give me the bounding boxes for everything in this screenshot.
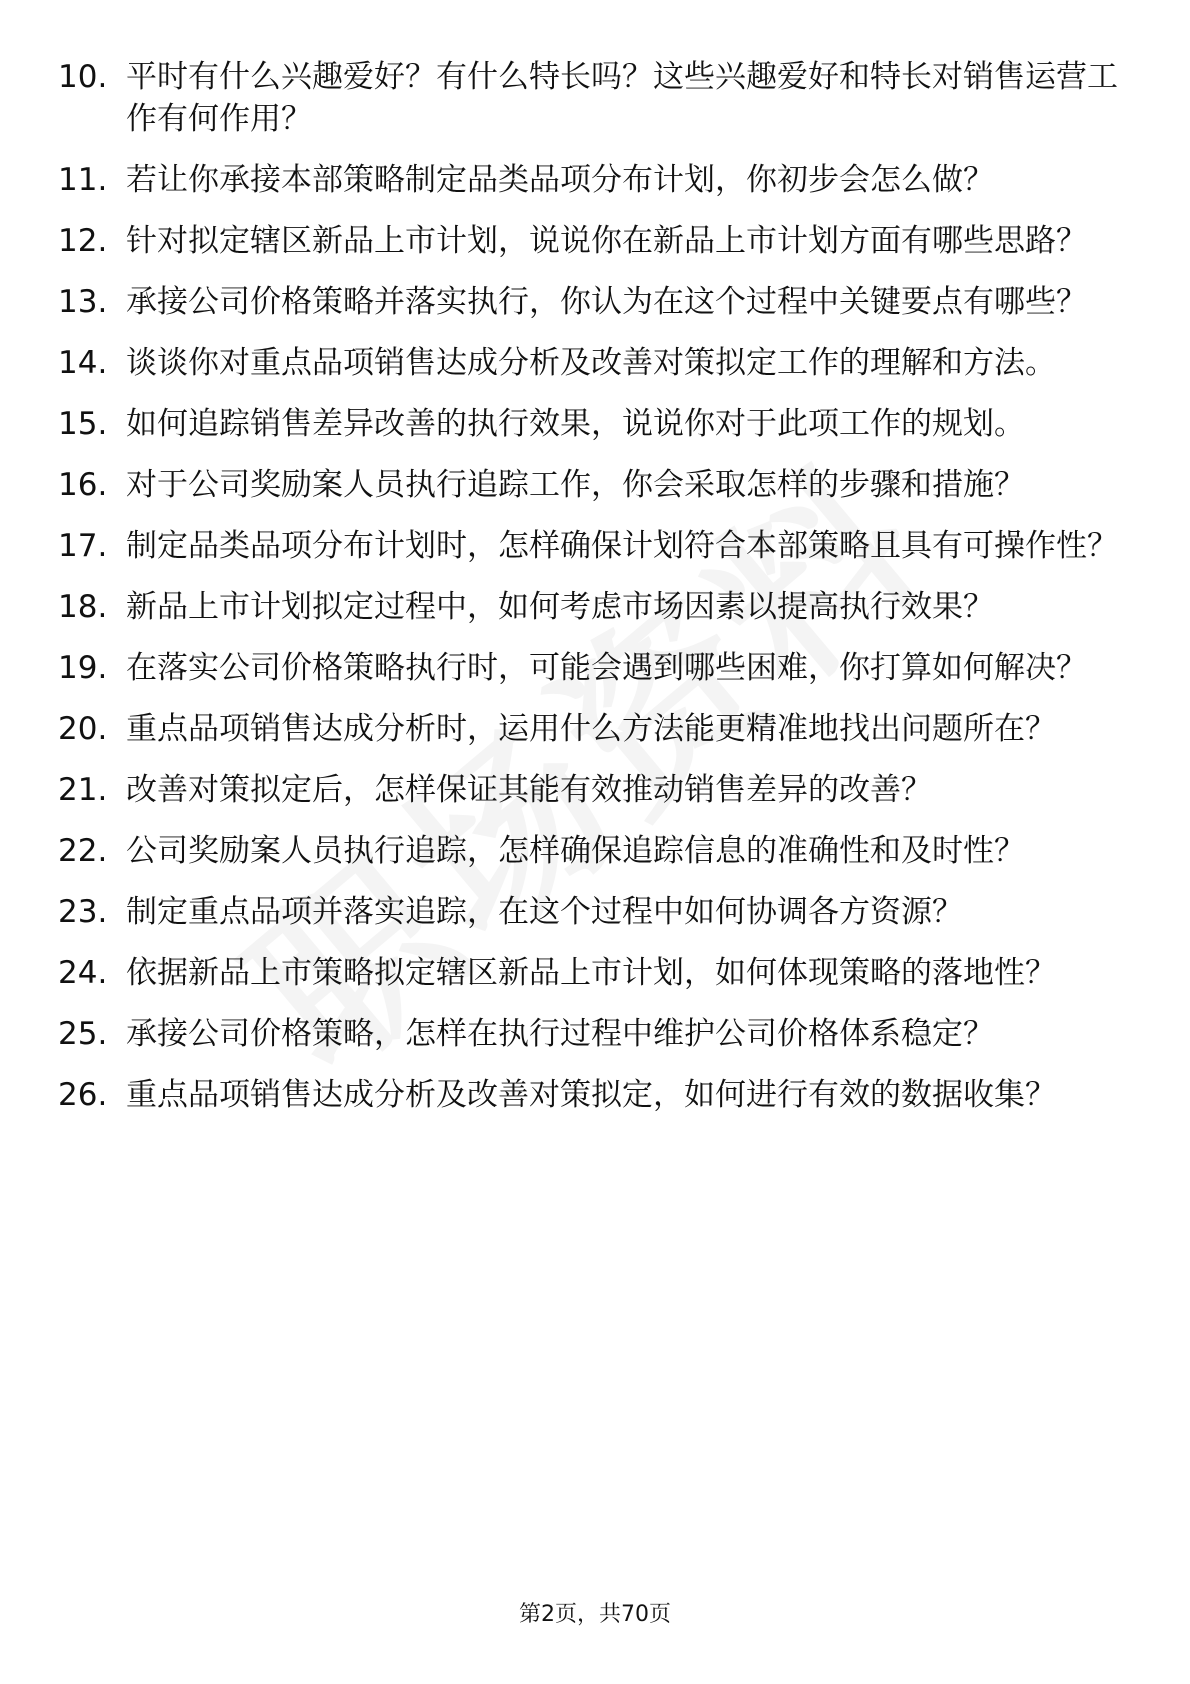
question-number: 12.: [58, 223, 108, 259]
question-item-12: [58, 220, 1120, 262]
question-item-25: [58, 1013, 1120, 1055]
question-number: 10.: [58, 59, 108, 95]
question-item-22: [58, 830, 1120, 872]
question-number: 11.: [58, 162, 108, 198]
question-text: 承接公司价格策略并落实执行，你认为在这个过程中关键要点有哪些？: [126, 284, 1087, 320]
question-number: 23.: [58, 894, 108, 930]
question-text: 新品上市计划拟定过程中，如何考虑市场因素以提高执行效果？: [126, 589, 994, 625]
question-text: 制定重点品项并落实追踪，在这个过程中如何协调各方资源？: [126, 894, 963, 930]
question-text: 如何追踪销售差异改善的执行效果，说说你对于此项工作的规划。: [126, 406, 1025, 442]
question-list: [58, 56, 1120, 1135]
question-text: 平时有什么兴趣爱好？有什么特长吗？这些兴趣爱好和特长对销售运营工作有何作用？: [126, 59, 1118, 137]
question-number: 17.: [58, 528, 108, 564]
question-item-11: [58, 159, 1120, 201]
question-text: 针对拟定辖区新品上市计划，说说你在新品上市计划方面有哪些思路？: [126, 223, 1087, 259]
question-number: 19.: [58, 650, 108, 686]
question-number: 20.: [58, 711, 108, 747]
question-item-21: [58, 769, 1120, 811]
question-text: 改善对策拟定后，怎样保证其能有效推动销售差异的改善？: [126, 772, 932, 808]
page-footer: [0, 1600, 1190, 1630]
question-item-16: [58, 464, 1120, 506]
question-number: 25.: [58, 1016, 108, 1052]
question-number: 21.: [58, 772, 108, 808]
question-text: 对于公司奖励案人员执行追踪工作，你会采取怎样的步骤和措施？: [126, 467, 1025, 503]
question-number: 24.: [58, 955, 108, 991]
question-item-14: [58, 342, 1120, 384]
question-number: 13.: [58, 284, 108, 320]
question-text: 重点品项销售达成分析及改善对策拟定，如何进行有效的数据收集？: [126, 1077, 1056, 1113]
question-text: 依据新品上市策略拟定辖区新品上市计划，如何体现策略的落地性？: [126, 955, 1056, 991]
question-number: 22.: [58, 833, 108, 869]
question-number: 14.: [58, 345, 108, 381]
question-number: 18.: [58, 589, 108, 625]
question-item-13: [58, 281, 1120, 323]
question-text: 在落实公司价格策略执行时，可能会遇到哪些困难，你打算如何解决？: [126, 650, 1087, 686]
question-item-15: [58, 403, 1120, 445]
question-number: 15.: [58, 406, 108, 442]
question-item-10: [58, 56, 1120, 140]
question-text: 制定品类品项分布计划时，怎样确保计划符合本部策略且具有可操作性？: [126, 528, 1118, 564]
question-item-20: [58, 708, 1120, 750]
question-number: 26.: [58, 1077, 108, 1113]
question-number: 16.: [58, 467, 108, 503]
question-text: 若让你承接本部策略制定品类品项分布计划，你初步会怎么做？: [126, 162, 994, 198]
question-item-24: [58, 952, 1120, 994]
question-item-17: [58, 525, 1120, 567]
question-item-18: [58, 586, 1120, 628]
question-item-26: [58, 1074, 1120, 1116]
page-indicator: 第2页，共70页: [519, 1602, 671, 1627]
question-text: 承接公司价格策略，怎样在执行过程中维护公司价格体系稳定？: [126, 1016, 994, 1052]
question-item-19: [58, 647, 1120, 689]
question-text: 公司奖励案人员执行追踪，怎样确保追踪信息的准确性和及时性？: [126, 833, 1025, 869]
question-text: 重点品项销售达成分析时，运用什么方法能更精准地找出问题所在？: [126, 711, 1056, 747]
question-text: 谈谈你对重点品项销售达成分析及改善对策拟定工作的理解和方法。: [126, 345, 1056, 381]
question-item-23: [58, 891, 1120, 933]
